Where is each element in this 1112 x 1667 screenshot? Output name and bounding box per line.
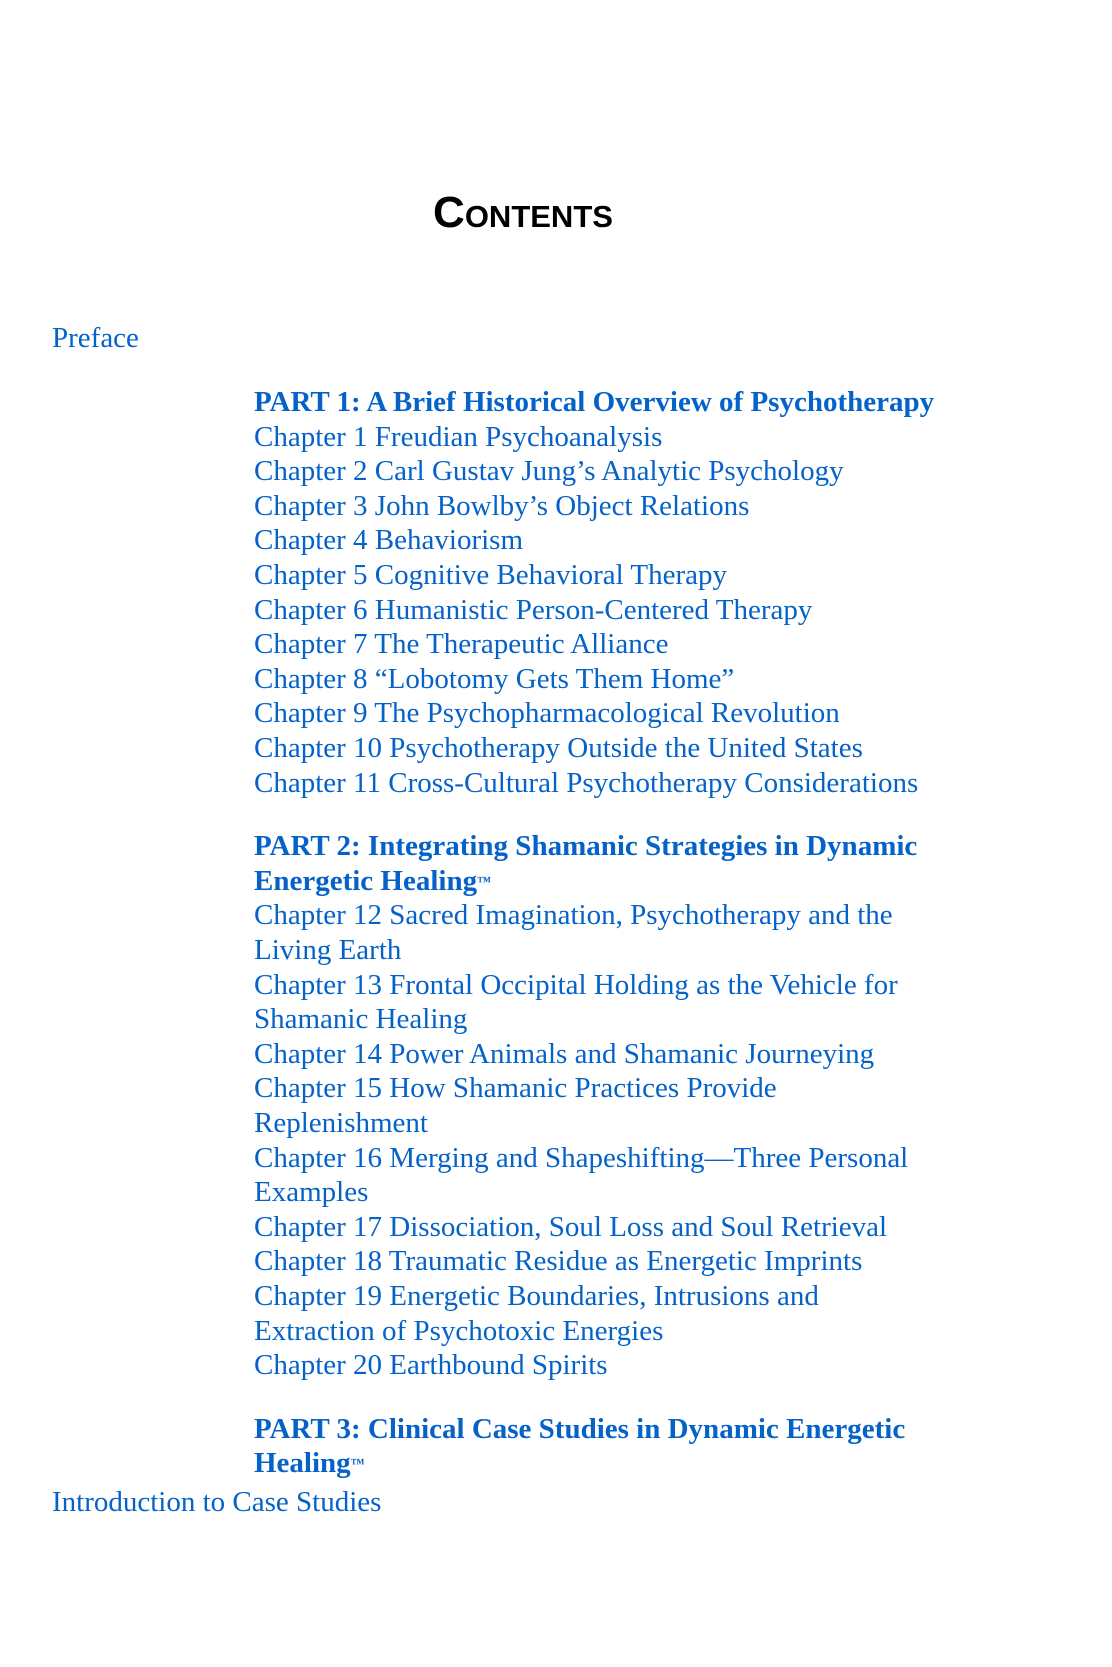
toc-link-chapter[interactable]: Chapter 4 Behaviorism [254,524,524,557]
toc-link-preface[interactable]: Preface [52,322,139,354]
toc-part-3-heading[interactable]: Healing™ [254,1447,365,1480]
toc-link-chapter[interactable]: Chapter 6 Humanistic Person-Centered Therapy [254,593,813,626]
trademark-symbol: ™ [477,874,492,890]
toc-link-chapter[interactable]: Living Earth [254,934,402,966]
toc-link-chapter[interactable]: Chapter 9 The Psychopharmacological Revolution [254,697,840,730]
trademark-symbol: ™ [350,1457,365,1473]
toc-part-2-heading[interactable]: Energetic Healing™ [254,864,492,897]
toc-link-introduction[interactable]: Introduction to Case Studies [52,1486,382,1518]
toc-link-chapter[interactable]: Chapter 10 Psychotherapy Outside the United States [254,732,863,764]
toc-link-chapter[interactable]: Chapter 19 Energetic Boundaries, Intrusions and [254,1280,819,1312]
toc-link-chapter[interactable]: Chapter 1 Freudian Psychoanalysis [254,420,663,453]
toc-link-chapter[interactable]: Chapter 8 “Lobotomy Gets Them Home” [254,662,735,695]
toc-link-chapter[interactable]: Chapter 3 John Bowlby’s Object Relations [254,489,750,522]
toc-link-chapter[interactable]: Chapter 17 Dissociation, Soul Loss and Soul Retrieval [254,1210,888,1243]
toc-link-chapter[interactable]: Chapter 11 Cross-Cultural Psychotherapy Considerations [254,766,919,799]
toc-link-chapter[interactable]: Chapter 7 The Therapeutic Alliance [254,628,669,661]
toc-link-chapter[interactable]: Chapter 5 Cognitive Behavioral Therapy [254,559,728,591]
toc-link-chapter[interactable]: Chapter 12 Sacred Imagination, Psychotherapy and the [254,899,893,932]
toc-link-chapter[interactable]: Replenishment [254,1107,428,1139]
toc-link-chapter[interactable]: Chapter 2 Carl Gustav Jung’s Analytic Psychology [254,455,844,488]
toc-part-1-heading[interactable]: PART 1: A Brief Historical Overview of Psychotherapy [254,386,935,418]
toc-link-chapter[interactable]: Chapter 15 How Shamanic Practices Provide [254,1072,777,1105]
toc-link-chapter[interactable]: Chapter 13 Frontal Occipital Holding as the Vehicle for [254,968,898,1001]
toc-link-chapter[interactable]: Chapter 14 Power Animals and Shamanic Journeying [254,1037,875,1070]
page-title: Contents [433,188,613,237]
toc-link-chapter[interactable]: Chapter 18 Traumatic Residue as Energetic Imprints [254,1245,863,1278]
toc-link-chapter[interactable]: Shamanic Healing [254,1003,468,1036]
toc-part-3-heading[interactable]: PART 3: Clinical Case Studies in Dynamic Energetic [254,1412,906,1445]
toc-link-chapter[interactable]: Chapter 20 Earthbound Spirits [254,1349,608,1382]
toc-link-chapter[interactable]: Examples [254,1176,369,1209]
toc-link-chapter[interactable]: Extraction of Psychotoxic Energies [254,1314,664,1347]
toc-part-2-heading[interactable]: PART 2: Integrating Shamanic Strategies in Dynamic [254,830,918,863]
toc-link-chapter[interactable]: Chapter 16 Merging and Shapeshifting—Three Personal [254,1141,909,1174]
